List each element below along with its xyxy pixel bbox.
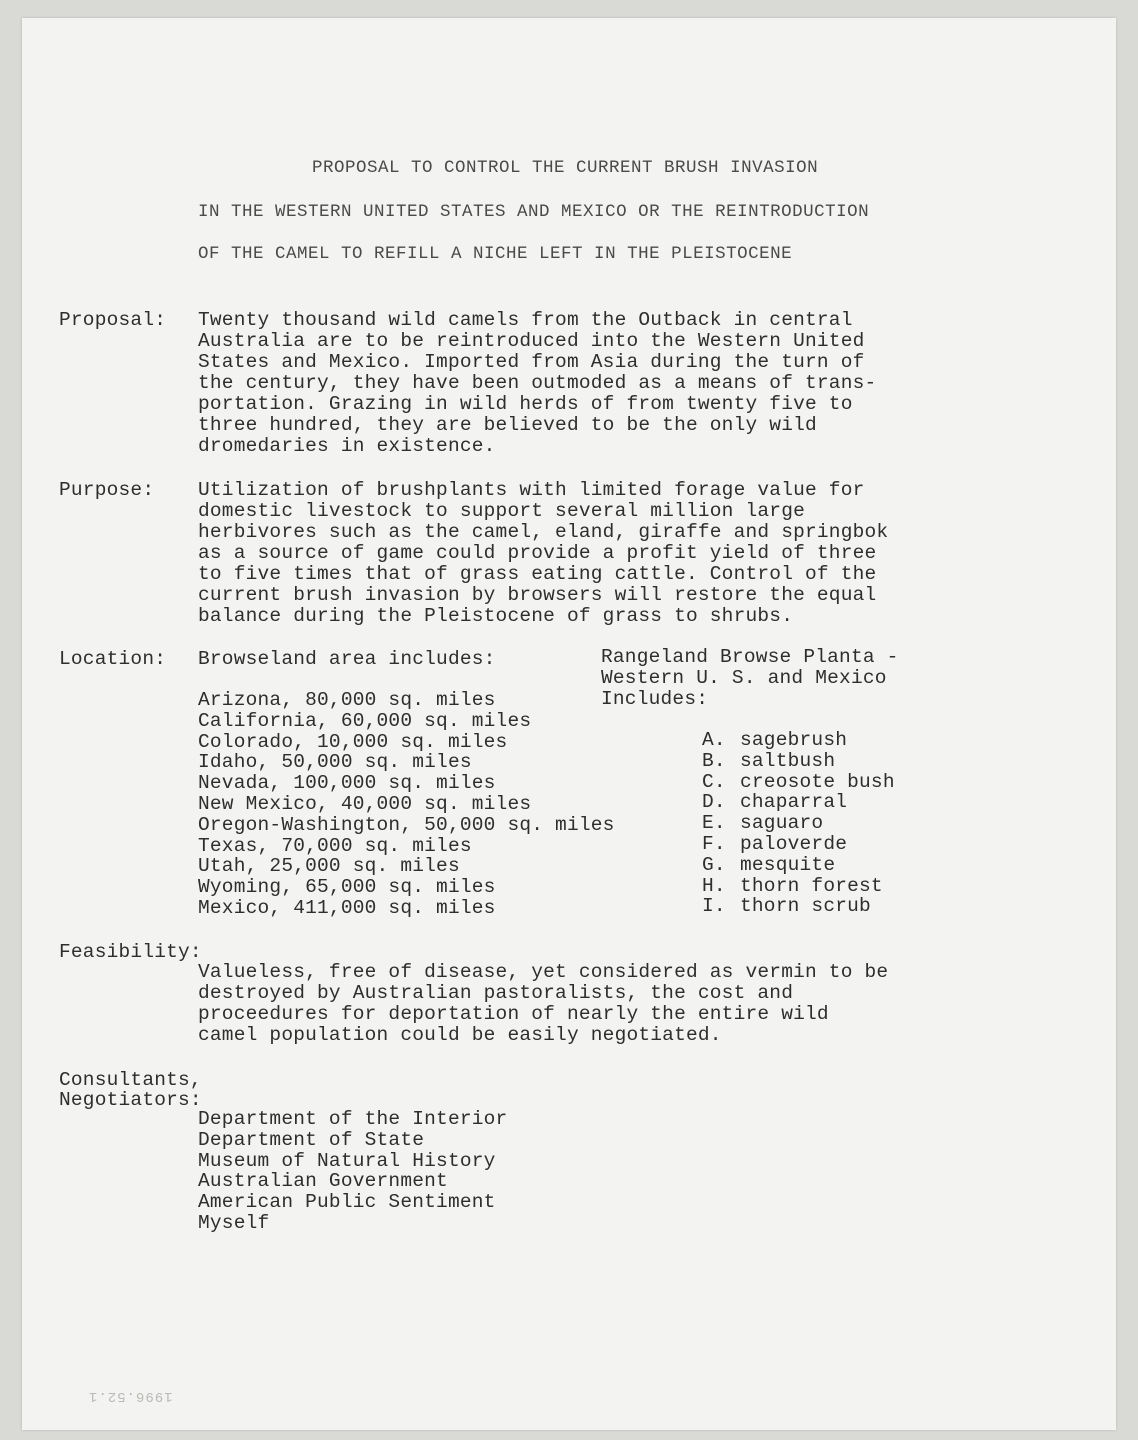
document-page (22, 18, 1116, 1430)
browse-plant-name: saguaro (740, 812, 824, 835)
browseland-area-item: Mexico, 411,000 sq. miles (198, 896, 496, 919)
consultant-item: American Public Sentiment (198, 1191, 496, 1214)
consultants-label: Consultants, (59, 1069, 202, 1091)
browse-plant-letter: B. (702, 749, 726, 772)
consultant-item: Myself (198, 1211, 270, 1234)
browseland-area-list (198, 690, 615, 919)
location-label: Location: (59, 648, 167, 670)
consultant-item: Australian Government (198, 1170, 448, 1193)
browse-plant-name: paloverde (740, 832, 848, 855)
browseland-heading: Browseland area includes: (198, 648, 496, 670)
browse-plant-item (702, 813, 895, 834)
consultants-list (198, 1109, 507, 1234)
browse-plant-item (702, 896, 895, 917)
browse-plant-letter: F. (702, 832, 726, 855)
browse-plant-name: sagebrush (740, 729, 848, 751)
rangeland-heading-line-1: Rangeland Browse Planta - (601, 646, 899, 668)
negotiators-label: Negotiators: (59, 1089, 202, 1111)
browse-plant-name: chaparral (740, 791, 848, 814)
browse-plant-item (702, 855, 895, 876)
browse-plant-name: saltbush (740, 749, 836, 772)
browse-plant-item (702, 730, 895, 751)
browse-plant-letter: C. (702, 770, 726, 793)
browse-plant-item (702, 876, 895, 897)
rangeland-heading-line-2: Western U. S. and Mexico (601, 667, 887, 689)
browse-plant-list (702, 730, 895, 917)
browse-plant-letter: H. (702, 874, 726, 897)
browse-plant-letter: A. (702, 729, 726, 751)
browse-plant-letter: I. (702, 895, 726, 918)
browse-plant-item (702, 751, 895, 772)
browse-plant-letter: G. (702, 853, 726, 876)
browseland-area-item: Texas, 70,000 sq. miles (198, 834, 472, 857)
browseland-area-item: Utah, 25,000 sq. miles (198, 855, 460, 878)
browseland-area-item: Arizona, 80,000 sq. miles (198, 689, 496, 711)
consultant-item: Department of State (198, 1128, 425, 1151)
browseland-area-item: Idaho, 50,000 sq. miles (198, 751, 472, 774)
title-line-2: IN THE WESTERN UNITED STATES AND MEXICO OR THE REINTRODUCTION (198, 202, 870, 222)
browseland-area-item: Oregon-Washington, 50,000 sq. miles (198, 813, 615, 836)
browse-plant-item (702, 792, 895, 813)
browseland-area-item: Nevada, 100,000 sq. miles (198, 772, 496, 795)
consultant-item: Department of the Interior (198, 1108, 508, 1130)
proposal-label: Proposal: (59, 309, 167, 331)
browse-plant-name: creosote bush (740, 770, 895, 793)
browseland-area-item: New Mexico, 40,000 sq. miles (198, 792, 532, 815)
browse-plant-name: mesquite (740, 853, 836, 876)
proposal-text: Twenty thousand wild camels from the Outback in central Australia are to be reintroduced into the Western United States and Mexico. Imported from Asia during the turn of the century, they have been outmoded as a means of trans- portation. Grazing in wild herds of from twenty five to three hundred, they are believed to be the only wild dromedaries in existence. (198, 309, 877, 457)
title-line-1: PROPOSAL TO CONTROL THE CURRENT BRUSH INVASION (312, 158, 819, 178)
consultant-item: Museum of Natural History (198, 1149, 496, 1172)
feasibility-label: Feasibility: (59, 941, 202, 963)
browse-plant-item (702, 834, 895, 855)
browse-plant-item (702, 772, 895, 793)
browseland-area-item: California, 60,000 sq. miles (198, 709, 532, 732)
browse-plant-letter: E. (702, 812, 726, 835)
title-line-3: OF THE CAMEL TO REFILL A NICHE LEFT IN THE PLEISTOCENE (198, 244, 793, 264)
browseland-area-item: Colorado, 10,000 sq. miles (198, 730, 508, 753)
rangeland-heading-line-3: Includes: (601, 688, 709, 710)
browseland-area-item: Wyoming, 65,000 sq. miles (198, 876, 496, 899)
archive-stamp: 1996.52.1 (88, 1388, 173, 1404)
browse-plant-name: thorn forest (740, 874, 883, 897)
browse-plant-name: thorn scrub (740, 895, 871, 918)
browse-plant-letter: D. (702, 791, 726, 814)
feasibility-text: Valueless, free of disease, yet considered as vermin to be destroyed by Australian pastoralists, the cost and proceedures for deportation of nearly the entire wild camel population could be easily negotiated. (198, 961, 889, 1046)
purpose-text: Utilization of brushplants with limited forage value for domestic livestock to support several million large herbivores such as the camel, eland, giraffe and springbok as a source of game could provide a profit yield of three to five times that of grass eating cattle. Control of the current brush invasion by browsers will restore the equal balance during the Pleistocene of grass to shrubs. (198, 479, 889, 627)
purpose-label: Purpose: (59, 479, 155, 501)
